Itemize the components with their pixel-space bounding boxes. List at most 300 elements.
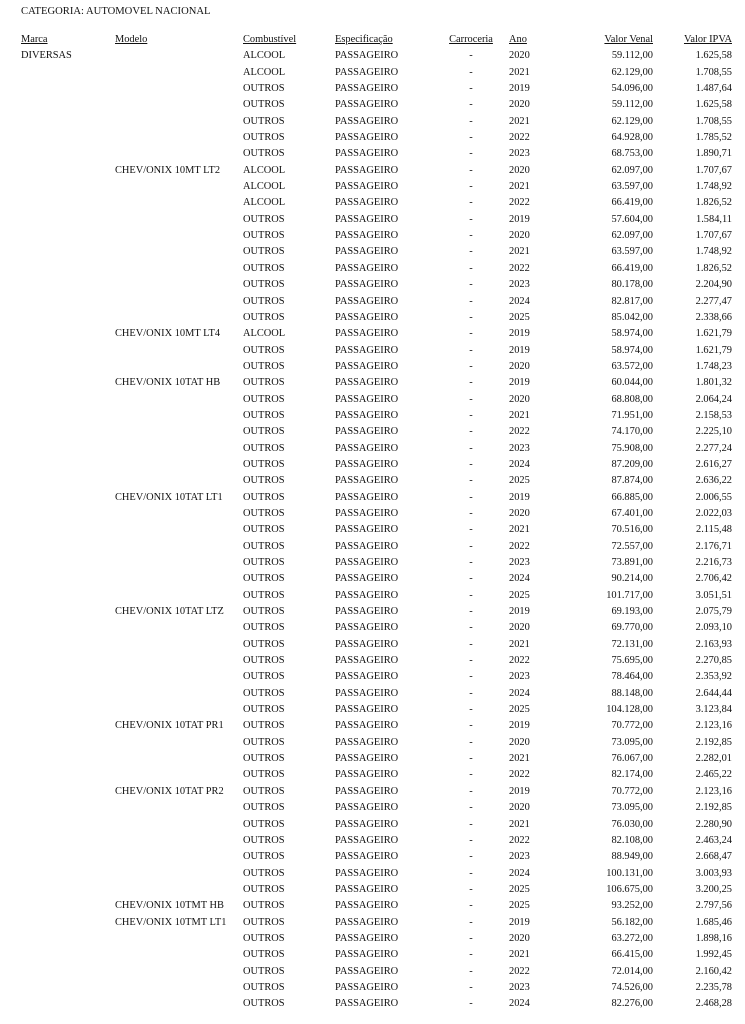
cell-marca: [21, 931, 115, 947]
table-row: [21, 359, 732, 375]
table-row: [21, 669, 732, 685]
cell-marca: [21, 195, 115, 211]
table-row: [21, 849, 732, 865]
cell-marca: [21, 882, 115, 898]
cell-marca: [21, 244, 115, 260]
cell-especificacao: PASSAGEIRO: [335, 834, 399, 846]
cell-marca: [21, 555, 115, 571]
cell-valor-venal: 71.951,00: [611, 409, 653, 421]
cell-marca: [21, 588, 115, 604]
cell-valor-venal: 76.030,00: [611, 818, 653, 830]
cell-especificacao: PASSAGEIRO: [335, 409, 399, 421]
cell-carroceria: -: [469, 148, 473, 160]
cell-especificacao: PASSAGEIRO: [335, 246, 399, 258]
cell-carroceria: -: [469, 851, 473, 863]
cell-modelo: [115, 130, 243, 146]
cell-marca: [21, 620, 115, 636]
cell-valor-ipva: 2.225,10: [695, 426, 732, 438]
table-row: [21, 637, 732, 653]
cell-modelo: CHEV/ONIX 10TMT HB: [115, 900, 224, 912]
cell-valor-venal: 82.817,00: [611, 295, 653, 307]
cell-ano: 2022: [509, 769, 530, 781]
cell-modelo: [115, 81, 243, 97]
cell-carroceria: -: [469, 867, 473, 879]
cell-valor-ipva: 1.785,52: [695, 132, 732, 144]
table-row: [21, 980, 732, 996]
cell-marca: [21, 294, 115, 310]
cell-especificacao: PASSAGEIRO: [335, 932, 399, 944]
cell-valor-venal: 88.148,00: [611, 687, 653, 699]
cell-valor-ipva: 2.338,66: [695, 311, 732, 323]
cell-combustivel: OUTROS: [243, 638, 285, 650]
cell-especificacao: PASSAGEIRO: [335, 557, 399, 568]
table-row: [21, 81, 732, 97]
cell-carroceria: -: [469, 507, 473, 519]
cell-especificacao: PASSAGEIRO: [335, 753, 399, 765]
cell-especificacao: PASSAGEIRO: [335, 262, 399, 274]
cell-ano: 2020: [509, 230, 530, 242]
cell-ano: 2020: [509, 50, 530, 62]
cell-marca: [21, 751, 115, 767]
cell-ano: 2020: [509, 802, 530, 814]
cell-marca: [21, 490, 115, 506]
header-modelo: Modelo: [115, 34, 148, 45]
cell-modelo: [115, 931, 243, 947]
cell-carroceria: -: [469, 704, 473, 716]
cell-especificacao: PASSAGEIRO: [335, 687, 399, 699]
cell-ano: 2021: [509, 409, 530, 421]
table-row: [21, 146, 732, 162]
cell-ano: 2022: [509, 197, 530, 209]
cell-valor-venal: 69.193,00: [611, 606, 653, 618]
cell-combustivel: OUTROS: [243, 916, 285, 928]
cell-carroceria: -: [469, 802, 473, 814]
table-row: [21, 817, 732, 833]
cell-marca: [21, 179, 115, 195]
cell-valor-ipva: 2.636,22: [695, 475, 732, 487]
cell-marca: [21, 964, 115, 980]
table-row: [21, 65, 732, 81]
cell-especificacao: PASSAGEIRO: [335, 442, 399, 454]
table-row: [21, 588, 732, 604]
cell-valor-ipva: 2.468,28: [695, 998, 732, 1010]
header-combustivel: Combustível: [243, 34, 297, 45]
cell-carroceria: -: [469, 834, 473, 846]
table-row: [21, 833, 732, 849]
table-row: [21, 375, 732, 391]
cell-modelo: CHEV/ONIX 10TMT LT1: [115, 916, 227, 928]
cell-marca: [21, 65, 115, 81]
cell-marca: [21, 996, 115, 1012]
table-row: [21, 555, 732, 571]
cell-ano: 2019: [509, 491, 530, 503]
cell-modelo: [115, 506, 243, 522]
cell-especificacao: PASSAGEIRO: [335, 426, 399, 438]
header-valor-venal: Valor Venal: [604, 34, 653, 45]
cell-ano: 2022: [509, 965, 530, 977]
cell-valor-ipva: 3.051,51: [695, 589, 732, 601]
cell-valor-ipva: 2.280,90: [695, 818, 732, 830]
cell-ano: 2019: [509, 916, 530, 928]
cell-especificacao: PASSAGEIRO: [335, 900, 399, 912]
cell-modelo: CHEV/ONIX 10TAT HB: [115, 377, 221, 389]
cell-combustivel: OUTROS: [243, 736, 285, 748]
cell-modelo: [115, 980, 243, 996]
cell-valor-venal: 104.128,00: [606, 704, 653, 716]
cell-modelo: [115, 800, 243, 816]
cell-ano: 2024: [509, 295, 530, 307]
cell-modelo: [115, 408, 243, 424]
cell-valor-venal: 93.252,00: [611, 900, 653, 912]
cell-valor-ipva: 2.235,78: [695, 981, 732, 993]
cell-especificacao: PASSAGEIRO: [335, 573, 399, 585]
cell-marca: [21, 571, 115, 587]
cell-modelo: CHEV/ONIX 10TAT LT1: [115, 491, 223, 503]
cell-carroceria: -: [469, 883, 473, 895]
cell-especificacao: PASSAGEIRO: [335, 540, 399, 552]
cell-combustivel: OUTROS: [243, 442, 285, 454]
cell-especificacao: PASSAGEIRO: [335, 981, 399, 993]
cell-modelo: [115, 114, 243, 130]
cell-carroceria: -: [469, 99, 473, 111]
cell-combustivel: OUTROS: [243, 540, 285, 552]
table-row: [21, 653, 732, 669]
cell-ano: 2020: [509, 507, 530, 519]
cell-especificacao: PASSAGEIRO: [335, 622, 399, 634]
cell-carroceria: -: [469, 246, 473, 258]
cell-valor-ipva: 2.282,01: [695, 753, 732, 765]
cell-especificacao: PASSAGEIRO: [335, 883, 399, 895]
table-row: [21, 718, 732, 734]
cell-modelo: [115, 392, 243, 408]
cell-carroceria: -: [469, 900, 473, 912]
cell-valor-venal: 74.170,00: [611, 426, 653, 438]
cell-modelo: [115, 343, 243, 359]
cell-carroceria: -: [469, 115, 473, 127]
cell-especificacao: PASSAGEIRO: [335, 818, 399, 830]
cell-especificacao: PASSAGEIRO: [335, 916, 399, 928]
cell-valor-ipva: 2.006,55: [695, 491, 732, 503]
cell-carroceria: -: [469, 916, 473, 928]
cell-valor-ipva: 1.898,16: [695, 932, 732, 944]
table-row: [21, 130, 732, 146]
cell-carroceria: -: [469, 785, 473, 797]
cell-carroceria: -: [469, 164, 473, 176]
table-row: [21, 996, 732, 1012]
cell-marca: [21, 114, 115, 130]
cell-carroceria: -: [469, 132, 473, 144]
table-row: [21, 441, 732, 457]
cell-ano: 2022: [509, 834, 530, 846]
cell-combustivel: OUTROS: [243, 867, 285, 879]
cell-valor-ipva: 2.158,53: [695, 409, 732, 421]
cell-combustivel: OUTROS: [243, 834, 285, 846]
cell-especificacao: PASSAGEIRO: [335, 949, 399, 961]
cell-combustivel: OUTROS: [243, 426, 285, 438]
cell-modelo: [115, 294, 243, 310]
table-row: [21, 522, 732, 538]
table-row: [21, 277, 732, 293]
cell-ano: 2024: [509, 867, 530, 879]
cell-carroceria: -: [469, 949, 473, 961]
cell-ano: 2023: [509, 671, 530, 683]
cell-marca: [21, 767, 115, 783]
cell-modelo: [115, 539, 243, 555]
cell-valor-ipva: 1.487,64: [695, 83, 732, 95]
cell-marca: [21, 473, 115, 489]
cell-valor-venal: 73.095,00: [611, 802, 653, 814]
cell-marca: [21, 866, 115, 882]
cell-valor-venal: 63.597,00: [611, 181, 653, 193]
cell-carroceria: -: [469, 606, 473, 618]
table-row: [21, 571, 732, 587]
cell-marca: [21, 539, 115, 555]
cell-modelo: [115, 195, 243, 211]
cell-valor-venal: 59.112,00: [611, 50, 653, 62]
cell-carroceria: -: [469, 753, 473, 765]
cell-carroceria: -: [469, 262, 473, 274]
cell-ano: 2019: [509, 377, 530, 389]
cell-ano: 2023: [509, 148, 530, 160]
cell-modelo: [115, 65, 243, 81]
header-marca: Marca: [21, 34, 48, 45]
table-row: [21, 473, 732, 489]
cell-valor-ipva: 2.644,44: [695, 687, 732, 699]
cell-ano: 2022: [509, 655, 530, 667]
cell-combustivel: OUTROS: [243, 507, 285, 519]
cell-valor-venal: 54.096,00: [611, 83, 653, 95]
cell-combustivel: OUTROS: [243, 655, 285, 667]
cell-carroceria: -: [469, 589, 473, 601]
cell-modelo: CHEV/ONIX 10TAT PR1: [115, 720, 224, 732]
cell-valor-venal: 88.949,00: [611, 851, 653, 863]
cell-marca: [21, 817, 115, 833]
cell-ano: 2025: [509, 589, 530, 601]
cell-valor-venal: 63.572,00: [611, 360, 653, 372]
cell-valor-venal: 68.753,00: [611, 148, 653, 160]
cell-ano: 2019: [509, 785, 530, 797]
cell-valor-venal: 90.214,00: [611, 573, 653, 585]
cell-valor-venal: 66.885,00: [611, 491, 653, 503]
table-row: [21, 784, 732, 800]
cell-especificacao: PASSAGEIRO: [335, 655, 399, 667]
cell-marca: [21, 146, 115, 162]
cell-combustivel: ALCOOL: [243, 328, 286, 340]
cell-combustivel: OUTROS: [243, 377, 285, 389]
cell-combustivel: OUTROS: [243, 883, 285, 895]
cell-combustivel: OUTROS: [243, 573, 285, 585]
cell-marca: [21, 277, 115, 293]
cell-ano: 2019: [509, 213, 530, 225]
table-row: [21, 751, 732, 767]
table-row: [21, 114, 732, 130]
cell-marca: [21, 97, 115, 113]
cell-especificacao: PASSAGEIRO: [335, 230, 399, 242]
cell-carroceria: -: [469, 393, 473, 405]
cell-combustivel: OUTROS: [243, 295, 285, 307]
cell-marca: [21, 898, 115, 914]
table-row: [21, 735, 732, 751]
cell-marca: [21, 702, 115, 718]
cell-especificacao: PASSAGEIRO: [335, 360, 399, 372]
cell-valor-ipva: 2.668,47: [695, 851, 732, 863]
cell-modelo: [115, 261, 243, 277]
vehicle-value-table: [21, 32, 732, 1013]
cell-especificacao: PASSAGEIRO: [335, 704, 399, 716]
cell-marca: [21, 457, 115, 473]
cell-modelo: [115, 702, 243, 718]
table-row: [21, 195, 732, 211]
cell-carroceria: -: [469, 66, 473, 78]
cell-valor-venal: 100.131,00: [606, 867, 653, 879]
table-row: [21, 457, 732, 473]
cell-especificacao: PASSAGEIRO: [335, 736, 399, 748]
cell-carroceria: -: [469, 524, 473, 536]
cell-valor-ipva: 2.270,85: [695, 655, 732, 667]
cell-ano: 2019: [509, 344, 530, 356]
cell-valor-venal: 68.808,00: [611, 393, 653, 405]
cell-ano: 2021: [509, 524, 530, 536]
table-row: [21, 767, 732, 783]
cell-carroceria: -: [469, 197, 473, 209]
cell-carroceria: -: [469, 181, 473, 193]
cell-valor-ipva: 1.621,79: [695, 344, 732, 356]
cell-combustivel: OUTROS: [243, 900, 285, 912]
cell-modelo: CHEV/ONIX 10TAT LTZ: [115, 606, 224, 618]
cell-valor-ipva: 1.707,67: [695, 164, 732, 176]
cell-especificacao: PASSAGEIRO: [335, 851, 399, 863]
cell-valor-venal: 58.974,00: [611, 328, 653, 340]
table-row: [21, 490, 732, 506]
cell-valor-ipva: 2.463,24: [695, 834, 732, 846]
header-especificacao: Especificação: [335, 34, 393, 45]
cell-combustivel: OUTROS: [243, 393, 285, 405]
cell-valor-venal: 63.272,00: [611, 932, 653, 944]
cell-carroceria: -: [469, 981, 473, 993]
table-row: [21, 424, 732, 440]
table-row: [21, 931, 732, 947]
cell-carroceria: -: [469, 50, 473, 62]
cell-modelo: [115, 441, 243, 457]
cell-valor-venal: 62.129,00: [611, 66, 653, 78]
cell-ano: 2022: [509, 262, 530, 274]
cell-ano: 2021: [509, 818, 530, 830]
cell-marca: [21, 604, 115, 620]
cell-carroceria: -: [469, 687, 473, 699]
cell-valor-ipva: 3.200,25: [695, 883, 732, 895]
cell-combustivel: OUTROS: [243, 246, 285, 258]
cell-carroceria: -: [469, 83, 473, 95]
cell-especificacao: PASSAGEIRO: [335, 507, 399, 519]
cell-marca: [21, 261, 115, 277]
cell-valor-ipva: 2.075,79: [695, 606, 732, 618]
cell-valor-venal: 60.044,00: [611, 377, 653, 389]
cell-ano: 2023: [509, 851, 530, 863]
cell-carroceria: -: [469, 736, 473, 748]
cell-combustivel: OUTROS: [243, 606, 285, 618]
cell-especificacao: PASSAGEIRO: [335, 867, 399, 879]
cell-modelo: [115, 686, 243, 702]
cell-marca: [21, 408, 115, 424]
cell-marca: [21, 359, 115, 375]
header-ano: Ano: [509, 34, 527, 45]
cell-ano: 2025: [509, 311, 530, 323]
cell-marca: [21, 669, 115, 685]
cell-carroceria: -: [469, 377, 473, 389]
cell-valor-venal: 78.464,00: [611, 671, 653, 683]
cell-carroceria: -: [469, 540, 473, 552]
cell-combustivel: OUTROS: [243, 148, 285, 160]
cell-combustivel: OUTROS: [243, 589, 285, 601]
cell-combustivel: OUTROS: [243, 769, 285, 781]
cell-valor-ipva: 1.992,45: [695, 949, 732, 961]
cell-especificacao: PASSAGEIRO: [335, 785, 399, 797]
cell-valor-venal: 75.908,00: [611, 442, 653, 454]
cell-valor-ipva: 2.204,90: [695, 279, 732, 291]
cell-ano: 2020: [509, 360, 530, 372]
cell-marca: [21, 310, 115, 326]
cell-especificacao: PASSAGEIRO: [335, 115, 399, 127]
cell-combustivel: OUTROS: [243, 557, 285, 568]
table-row: [21, 48, 732, 64]
cell-marca: [21, 735, 115, 751]
cell-valor-venal: 66.419,00: [611, 262, 653, 274]
cell-valor-venal: 56.182,00: [611, 916, 653, 928]
cell-especificacao: PASSAGEIRO: [335, 311, 399, 323]
cell-modelo: [115, 767, 243, 783]
cell-combustivel: ALCOOL: [243, 197, 286, 209]
cell-carroceria: -: [469, 932, 473, 944]
cell-combustivel: OUTROS: [243, 279, 285, 291]
cell-valor-ipva: 2.216,73: [695, 557, 732, 568]
category-title: CATEGORIA: AUTOMOVEL NACIONAL: [21, 6, 211, 17]
cell-modelo: CHEV/ONIX 10MT LT4: [115, 328, 221, 340]
cell-modelo: [115, 882, 243, 898]
cell-valor-ipva: 1.707,67: [695, 230, 732, 242]
cell-valor-ipva: 1.685,46: [695, 916, 732, 928]
cell-valor-ipva: 1.708,55: [695, 115, 732, 127]
table-row: [21, 898, 732, 914]
cell-valor-venal: 70.772,00: [611, 720, 653, 732]
cell-ano: 2021: [509, 181, 530, 193]
cell-carroceria: -: [469, 622, 473, 634]
cell-carroceria: -: [469, 311, 473, 323]
cell-carroceria: -: [469, 344, 473, 356]
cell-especificacao: PASSAGEIRO: [335, 524, 399, 536]
table-row: [21, 915, 732, 931]
table-row: [21, 408, 732, 424]
cell-modelo: [115, 457, 243, 473]
cell-marca: [21, 637, 115, 653]
cell-marca: [21, 915, 115, 931]
table-row: [21, 261, 732, 277]
cell-valor-ipva: 2.064,24: [695, 393, 732, 405]
cell-combustivel: OUTROS: [243, 344, 285, 356]
cell-valor-ipva: 1.748,92: [695, 181, 732, 193]
cell-valor-venal: 58.974,00: [611, 344, 653, 356]
cell-valor-venal: 62.097,00: [611, 164, 653, 176]
cell-especificacao: PASSAGEIRO: [335, 393, 399, 405]
cell-modelo: [115, 866, 243, 882]
cell-combustivel: OUTROS: [243, 230, 285, 242]
cell-combustivel: OUTROS: [243, 262, 285, 274]
cell-combustivel: OUTROS: [243, 311, 285, 323]
table-row: [21, 702, 732, 718]
cell-ano: 2024: [509, 687, 530, 699]
cell-valor-venal: 63.597,00: [611, 246, 653, 258]
cell-modelo: [115, 637, 243, 653]
cell-especificacao: PASSAGEIRO: [335, 344, 399, 356]
